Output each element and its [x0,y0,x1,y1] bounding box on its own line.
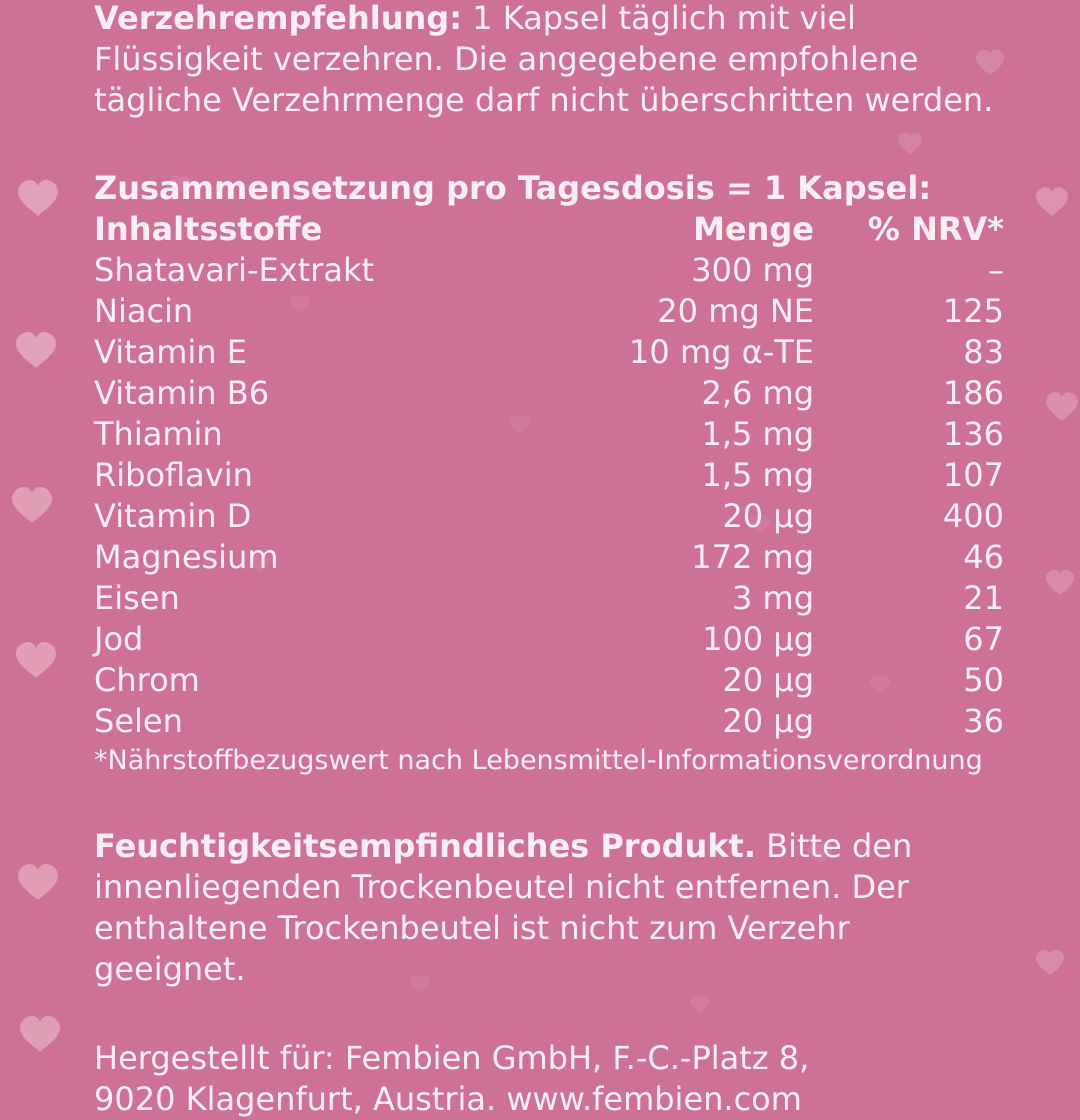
ingredient-amount: 20 mg NE [657,292,814,330]
ingredient-name: Niacin [94,292,194,330]
heart-icon [16,332,56,368]
ingredient-name: Vitamin B6 [94,374,270,412]
table-row [94,619,1004,660]
ingredient-name: Eisen [94,579,180,617]
composition-table [94,209,1004,742]
ingredient-name: Thiamin [94,415,223,453]
ingredient-amount: 1,5 mg [701,456,814,494]
ingredient-amount: 20 µg [722,497,814,535]
heart-icon [20,1016,60,1052]
moisture-label: Feuchtigkeitsempfindliches Produkt. [94,827,756,865]
ingredient-nrv: 125 [942,292,1004,330]
ingredient-name: Vitamin D [94,497,252,535]
table-row [94,537,1004,578]
intake-text: 1 Kapsel täglich mit viel Flüssigkeit verzehren. Die angegebene empfohlene tägliche Verzehrmenge darf nicht überschritten werden. [94,0,994,119]
ingredient-name: Chrom [94,661,200,699]
ingredient-name: Magnesium [94,538,279,576]
table-row [94,332,1004,373]
intake-label: Verzehrempfehlung: [94,0,462,37]
heart-icon [1036,187,1068,216]
ingredient-nrv: 136 [942,415,1004,453]
ingredient-name: Jod [94,620,144,658]
manufacturer-info [94,1038,1006,1120]
ingredient-name: Riboflavin [94,456,253,494]
manufacturer-line-1: Hergestellt für: Fembien GmbH, F.-C.-Platz 8, [94,1039,810,1077]
header-amount: Menge [693,210,814,248]
composition-title: Zusammensetzung pro Tagesdosis = 1 Kapsel: [94,169,932,207]
heart-icon [1046,392,1078,421]
ingredient-nrv: 107 [942,456,1004,494]
ingredient-amount: 20 µg [722,702,814,740]
ingredient-nrv: 83 [963,333,1004,371]
ingredient-nrv: 50 [963,661,1004,699]
ingredient-amount: 10 mg α-TE [629,333,814,371]
ingredient-amount: 1,5 mg [701,415,814,453]
table-row [94,660,1004,701]
header-nrv: % NRV* [867,210,1004,248]
ingredient-nrv: 21 [963,579,1004,617]
ingredient-name: Selen [94,702,183,740]
header-ingredients: Inhaltsstoffe [94,210,323,248]
moisture-text: Bitte den innenliegenden Trockenbeutel nicht entfernen. Der enthaltene Trockenbeutel ist nicht zum Verzehr geeignet. [94,827,913,988]
table-row [94,373,1004,414]
table-row [94,250,1004,291]
heart-icon [1046,570,1074,595]
ingredient-nrv: 186 [942,374,1004,412]
ingredient-amount: 100 µg [702,620,814,658]
intake-recommendation [94,0,1006,121]
label-text [94,0,1006,1120]
moisture-notice [94,826,1006,990]
ingredient-nrv: 67 [963,620,1004,658]
table-row [94,455,1004,496]
ingredient-nrv: 400 [942,497,1004,535]
ingredient-name: Vitamin E [94,333,247,371]
heart-icon [18,864,58,900]
ingredient-amount: 2,6 mg [701,374,814,412]
table-row [94,578,1004,619]
heart-icon [12,487,52,523]
table-row [94,414,1004,455]
table-row [94,496,1004,537]
manufacturer-line-2: 9020 Klagenfurt, Austria. www.fembien.com [94,1080,802,1118]
ingredient-amount: 20 µg [722,661,814,699]
table-row [94,291,1004,332]
ingredient-nrv: 36 [963,702,1004,740]
table-row [94,701,1004,742]
ingredient-amount: 172 mg [691,538,814,576]
ingredient-nrv: 46 [963,538,1004,576]
ingredient-nrv: – [988,251,1004,289]
table-header-row [94,209,1004,250]
heart-icon [16,642,56,678]
heart-icon [1036,950,1064,975]
ingredient-amount: 3 mg [731,579,814,617]
ingredient-amount: 300 mg [691,251,814,289]
ingredient-name: Shatavari-Extrakt [94,251,375,289]
nrv-footnote: *Nährstoffbezugswert nach Lebensmittel-Informationsverordnung [94,745,983,776]
heart-icon [18,180,58,216]
